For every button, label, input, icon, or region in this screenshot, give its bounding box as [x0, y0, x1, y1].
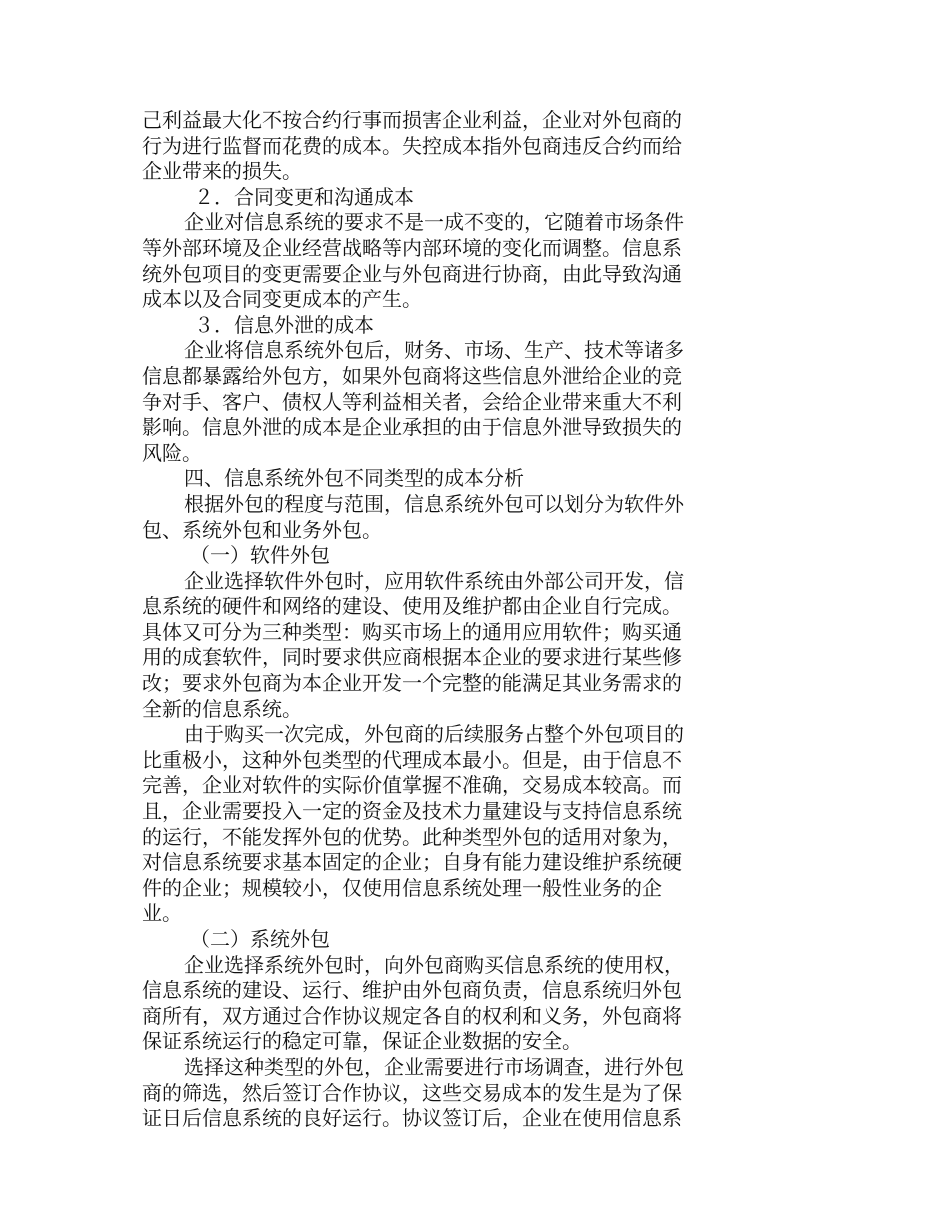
text-line: ２．合同变更和沟通成本: [194, 184, 414, 209]
text-line: 行为进行监督而花费的成本。失控成本指外包商违反合约而给: [142, 133, 682, 158]
text-line: 己利益最大化不按合约行事而损害企业利益，企业对外包商的: [142, 108, 682, 132]
text-line: 等外部环境及企业经营战略等内部环境的变化而调整。信息系: [142, 235, 682, 260]
text-line: 信息系统的建设、运行、维护由外包商负责，信息系统归外包: [142, 978, 682, 1003]
text-line: 用的成套软件，同时要求供应商根据本企业的要求进行某些修: [142, 645, 682, 670]
text-line: 企业带来的损失。: [142, 159, 302, 184]
text-line: 完善，企业对软件的实际价值掌握不准确，交易成本较高。而: [142, 773, 682, 798]
text-line: 由于购买一次完成，外包商的后续服务占整个外包项目的: [184, 722, 684, 747]
text-line: 的运行，不能发挥外包的优势。此种类型外包的适用对象为，: [142, 824, 682, 849]
text-line: 统外包项目的变更需要企业与外包商进行协商，由此导致沟通: [142, 261, 682, 286]
text-line: 企业将信息系统外包后，财务、市场、生产、技术等诸多: [184, 338, 684, 363]
text-line: 信息都暴露给外包方，如果外包商将这些信息外泄给企业的竞: [142, 363, 682, 388]
text-line: 根据外包的程度与范围，信息系统外包可以划分为软件外: [184, 491, 684, 516]
text-line: 且，企业需要投入一定的资金及技术力量建设与支持信息系统: [142, 799, 682, 824]
text-line: 商所有，双方通过合作协议规定各自的权利和义务，外包商将: [142, 1003, 682, 1028]
text-line: 息系统的硬件和网络的建设、使用及维护都由企业自行完成。: [142, 594, 682, 619]
text-line: （二）系统外包: [190, 927, 330, 951]
text-line: 保证系统运行的稳定可靠，保证企业数据的安全。: [142, 1029, 582, 1054]
text-line: 影响。信息外泄的成本是企业承担的由于信息外泄导致损失的: [142, 415, 682, 440]
text-line: 证日后信息系统的良好运行。协议签订后，企业在使用信息系: [142, 1106, 682, 1131]
text-line: 企业对信息系统的要求不是一成不变的，它随着市场条件: [184, 210, 684, 235]
text-line: 件的企业；规模较小，仅使用信息系统处理一般性业务的企: [142, 875, 662, 900]
text-line: 改；要求外包商为本企业开发一个完整的能满足其业务需求的: [142, 671, 682, 696]
text-line: 企业选择系统外包时，向外包商购买信息系统的使用权，: [184, 952, 684, 977]
text-line: 争对手、客户、债权人等利益相关者，会给企业带来重大不利: [142, 389, 682, 414]
text-line: （一）软件外包: [190, 543, 330, 568]
text-line: 成本以及合同变更成本的产生。: [142, 287, 422, 312]
text-line: 风险。: [142, 440, 202, 465]
text-line: ３．信息外泄的成本: [194, 312, 374, 337]
text-line: 四、信息系统外包不同类型的成本分析: [184, 466, 524, 491]
text-line: 业。: [142, 901, 182, 926]
text-line: 选择这种类型的外包，企业需要进行市场调查，进行外包: [184, 1054, 684, 1079]
text-line: 全新的信息系统。: [142, 696, 302, 721]
text-line: 具体又可分为三种类型：购买市场上的通用应用软件；购买通: [142, 619, 682, 644]
text-line: 对信息系统要求基本固定的企业；自身有能力建设维护系统硬: [142, 850, 682, 875]
document-body: [142, 108, 732, 1132]
text-line: 企业选择软件外包时，应用软件系统由外部公司开发，信: [184, 568, 684, 593]
text-line: 商的筛选，然后签订合作协议，这些交易成本的发生是为了保: [142, 1080, 682, 1105]
text-line: 比重极小，这种外包类型的代理成本最小。但是，由于信息不: [142, 747, 682, 772]
text-line: 包、系统外包和业务外包。: [142, 517, 382, 542]
